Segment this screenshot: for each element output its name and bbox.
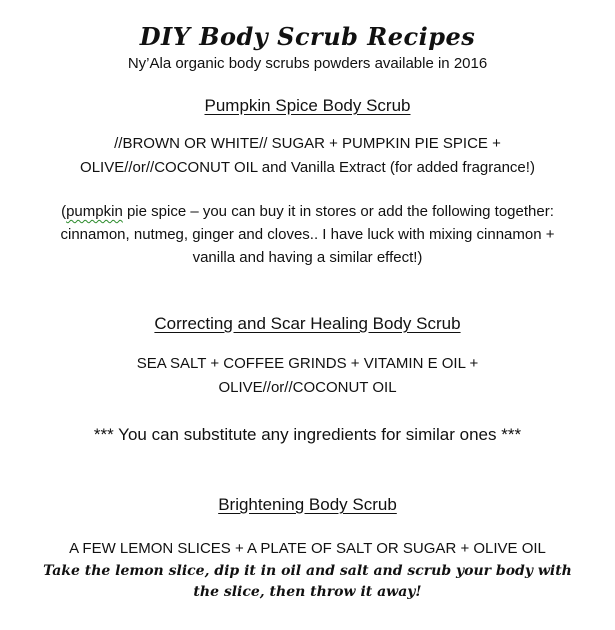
recipe-instruction-line: Take the lemon slice, dip it in oil and salt and scrub your body with (43, 563, 572, 579)
recipe-ingredients-line: A FEW LEMON SLICES + A PLATE OF SALT OR SUGAR + OLIVE OIL (69, 540, 546, 557)
spellcheck-flagged-word: pumpkin (66, 203, 123, 220)
note-prefix: ( (61, 203, 67, 220)
recipe-instruction-line: the slice, then throw it away! (193, 584, 422, 600)
recipe-heading-scar-healing: Correcting and Scar Healing Body Scrub (154, 314, 461, 333)
page-subtitle: Ny’Ala organic body scrubs powders available in 2016 (127, 55, 488, 72)
recipe-heading-pumpkin-spice: Pumpkin Spice Body Scrub (204, 96, 411, 115)
recipe-note-line (0, 201, 615, 223)
recipe-heading-brightening: Brightening Body Scrub (218, 495, 397, 514)
recipe-ingredients-line: SEA SALT + COFFEE GRINDS + VITAMIN E OIL + (136, 355, 479, 372)
recipe-ingredients-line: OLIVE//or//COCONUT OIL and Vanilla Extract (for added fragrance!) (80, 159, 535, 176)
recipe-ingredients-line: OLIVE//or//COCONUT OIL (218, 379, 397, 396)
note-line-rest: pie spice – you can buy it in stores or add the following together: (122, 203, 554, 220)
recipe-ingredients-line: //BROWN OR WHITE// SUGAR + PUMPKIN PIE SPICE + (114, 135, 501, 152)
recipe-note-line: cinnamon, nutmeg, ginger and cloves.. I have luck with mixing cinnamon + (60, 226, 555, 243)
substitution-note: *** You can substitute any ingredients for similar ones *** (93, 425, 522, 444)
recipe-note-line: vanilla and having a similar effect!) (192, 249, 423, 266)
page-title: DIY Body Scrub Recipes (139, 22, 476, 51)
